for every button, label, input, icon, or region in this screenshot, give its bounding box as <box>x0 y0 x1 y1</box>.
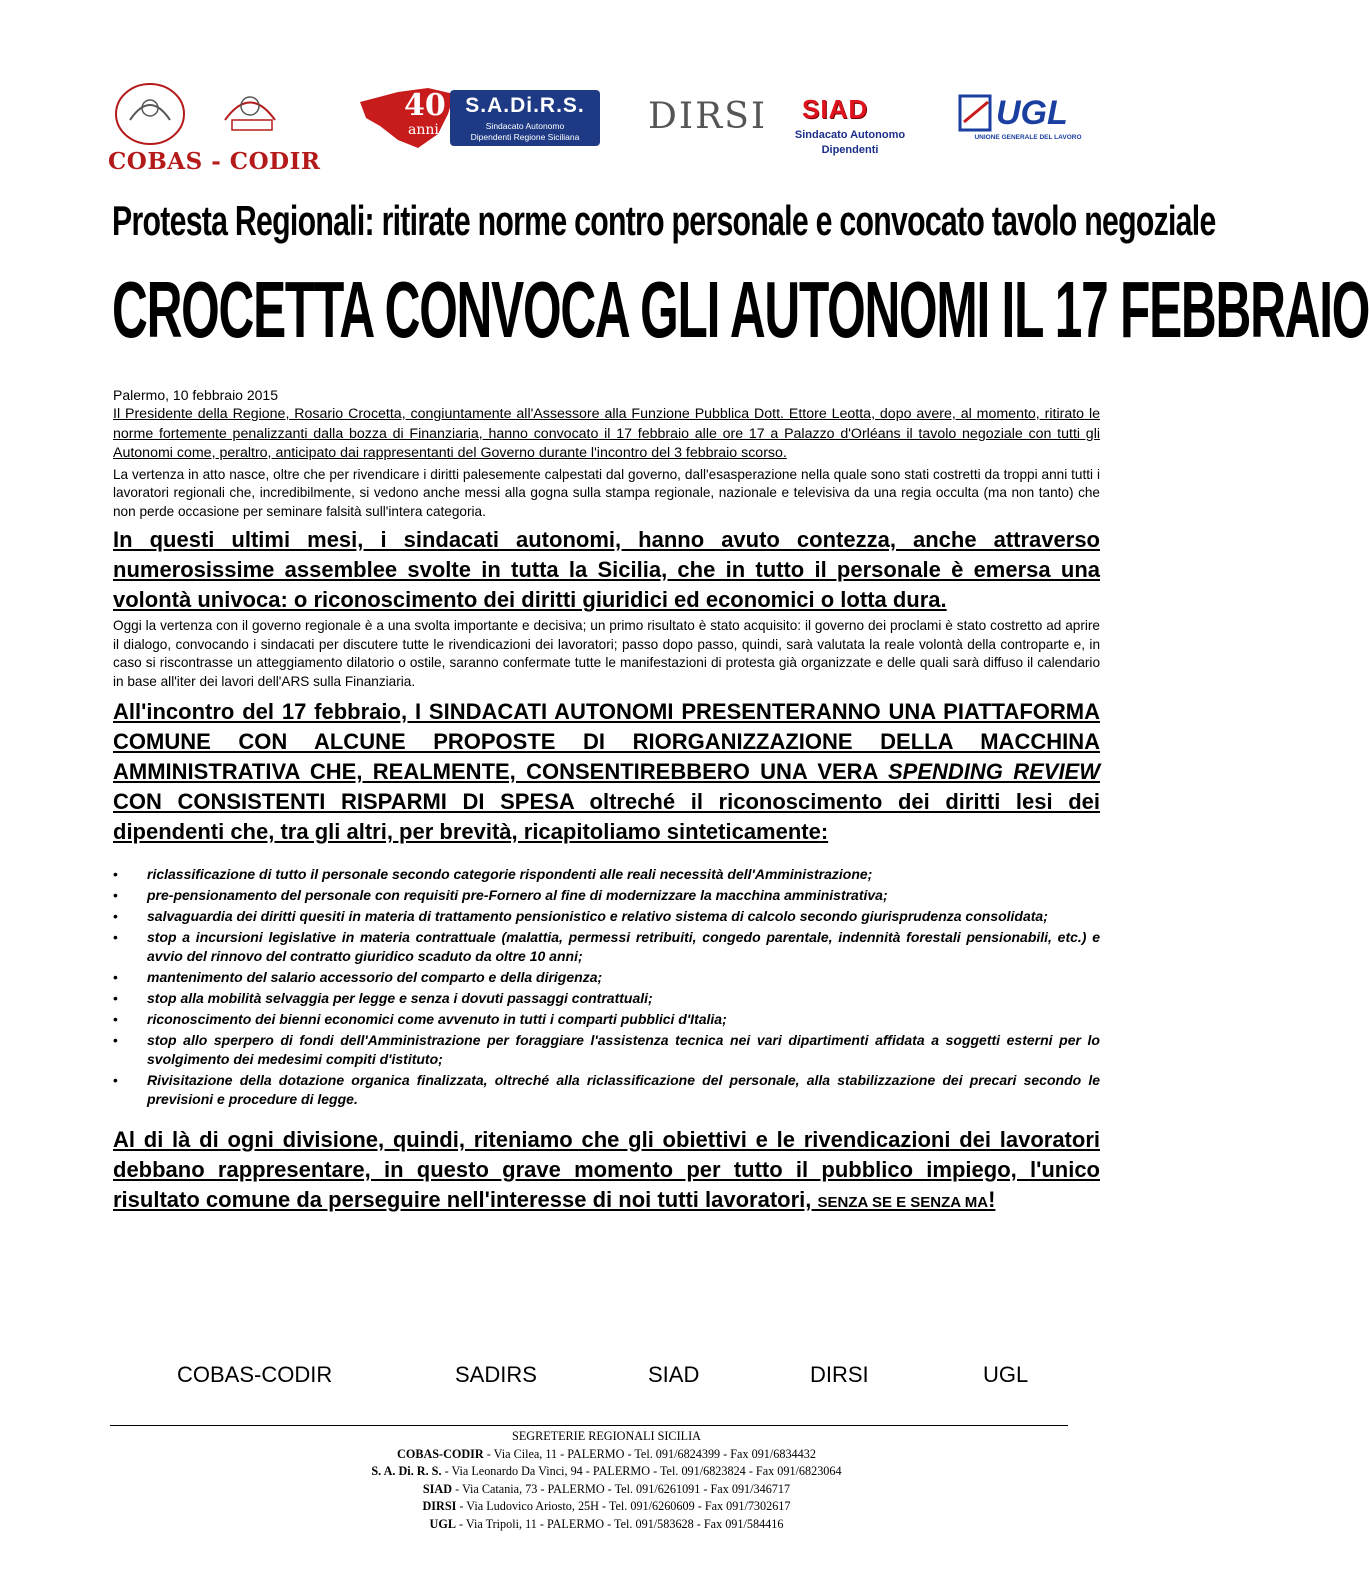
sadirs-title: S.A.Di.R.S. <box>465 94 585 117</box>
sadirs-40-label: 40 <box>404 88 446 123</box>
signature-ugl: UGL <box>983 1362 1029 1387</box>
bullet-icon: • <box>113 1011 118 1027</box>
conclusion-caps: SENZA SE E SENZA MA <box>817 1194 989 1211</box>
ugl-subtitle: UNIONE GENERALE DEL LAVORO <box>974 134 1082 141</box>
siad-subtitle <box>790 128 910 158</box>
ugl-logo <box>958 90 1098 150</box>
siad-logo <box>790 88 910 160</box>
paragraph-conclusion <box>113 1125 1100 1218</box>
sadirs-subtitle <box>450 121 600 143</box>
footer-org-name: UGL <box>429 1516 456 1531</box>
footer-line <box>113 1498 1100 1516</box>
list-item-text: stop alla mobilità selvaggia per legge e senza i dovuti passaggi contrattuali; <box>147 990 653 1006</box>
footer-org-contacts: - Via Catania, 73 - PALERMO - Tel. 091/6261091 - Fax 091/346717 <box>452 1481 791 1496</box>
piattaforma-text-1: All'incontro del 17 febbraio, I SINDACATI AUTONOMI PRESENTERANNO UNA PIATTAFORMA COMUNE CON ALCUNE PROPOSTE DI RIORGANIZZAZIONE DELLA MACCHINA AMMINISTRATIVA CHE, REALMENTE, CONSENTIREBBERO UNA VERA <box>113 699 1100 784</box>
headline-secondary: Protesta Regionali: ritirate norme contro personale e convocato tavolo negoziale <box>112 197 1216 244</box>
bullet-icon: • <box>113 990 118 1006</box>
spending-review-text: SPENDING REVIEW <box>887 759 1100 784</box>
list-item-text: salvaguardia dei diritti quesiti in materia di trattamento pensionistico e relativo sistema di calcolo secondo giurisprudenza consolidata; <box>147 908 1048 924</box>
signature-dirsi: DIRSI <box>810 1362 869 1387</box>
demands-list <box>113 865 1100 1109</box>
list-item-text: stop allo sperpero di fondi dell'Amministrazione per foraggiare l'assistenza tecnica nei vari dipartimenti affidata a soggetti esterni per lo svolgimento dei medesimi compiti d'istituto; <box>147 1032 1100 1067</box>
footer-org-name: DIRSI <box>422 1499 457 1513</box>
bullet-icon: • <box>113 887 118 903</box>
cobas-codir-logo-text: COBAS - CODIR <box>108 148 321 175</box>
footer-divider <box>110 1425 1068 1426</box>
footer-line <box>113 1481 1100 1499</box>
list-item-text: stop a incursioni legislative in materia contrattuale (malattia, permessi retribuiti, congedo parentale, indennità forestali pensionabili, etc.) e avvio del rinnovo del contratto giuridico scaduto da oltre 10 anni; <box>147 929 1100 964</box>
list-item-text: riclassificazione di tutto il personale secondo categorie rispondenti alle reali necessità dell'Amministrazione; <box>147 866 873 882</box>
cobas-emblem-icon <box>100 80 320 148</box>
paragraph-intro: Il Presidente della Regione, Rosario Crocetta, congiuntamente all'Assessore alla Funzione Pubblica Dott. Ettore Leotta, dopo avere, al momento, ritirato le norme fortemente penalizzanti dalla bozza di Finanziaria, hanno convocato il 17 febbraio alle ore 17 a Palazzo d'Orléans il tavolo negoziale con tutti gli Autonomi come, peraltro, anticipato dai rappresentanti del Governo durante l'incontro del 3 febbraio scorso. <box>113 406 1100 461</box>
list-item <box>113 989 1100 1008</box>
bullet-icon: • <box>113 969 118 985</box>
siad-sub-line2: Dipendenti <box>821 144 879 156</box>
paragraph-governo: Oggi la vertenza con il governo regionale è a una svolta importante e decisiva; un primo risultato è stato acquisito: il governo dei proclami è stato costretto ad aprire il dialogo, convocando i sindacati per discutere tutte le rivendicazioni dei lavoratori; passo dopo passo, quindi, sarà valutata la reale volontà della controparte e, in caso si riscontrasse un atteggiamento dilatorio o ostile, saranno confermate tutte le manifestazioni di protesta già organizzate e delle quali sarà diffuso il calendario in base all'iter dei lavori dell'ARS sulla Finanziaria. <box>113 618 1100 689</box>
piattaforma-text-2: CON CONSISTENTI RISPARMI DI SPESA <box>113 789 590 814</box>
bullet-icon: • <box>113 866 118 882</box>
siad-logo-text: SIAD <box>802 94 869 124</box>
list-item <box>113 1071 1100 1109</box>
cobas-codir-logo <box>100 80 320 178</box>
conclusion-text: Al di là di ogni divisione, quindi, riteniamo che gli obiettivi e le rivendicazioni dei lavoratori debbano rappresentare, in questo grave momento per tutto il pubblico impiego, l'unico risultato comune da perseguire nell'interesse di noi tutti lavoratori, <box>113 1127 1100 1212</box>
sadirs-logo <box>358 84 608 154</box>
list-item-text: riconoscimento dei bienni economici come avvenuto in tutti i comparti pubblici d'Italia; <box>147 1011 727 1027</box>
piattaforma-colon: : <box>820 819 829 844</box>
footer-org-contacts: - Via Tripoli, 11 - PALERMO - Tel. 091/583628 - Fax 091/584416 <box>455 1516 784 1531</box>
list-item-text: mantenimento del salario accessorio del comparto e della dirigenza; <box>147 969 603 985</box>
dirsi-logo-text: DIRSI <box>648 96 768 137</box>
siad-sub-line1: Sindacato Autonomo <box>794 129 906 141</box>
footer-org-contacts: - Via Ludovico Ariosto, 25H - Tel. 091/6260609 - Fax 091/7302617 <box>456 1499 791 1513</box>
list-item <box>113 968 1100 987</box>
footer-org-contacts: - Via Cilea, 11 - PALERMO - Tel. 091/6824399 - Fax 091/6834432 <box>483 1446 816 1461</box>
piattaforma-text-3: oltreché il riconoscimento dei diritti lesi dei dipendenti che, tra gli altri, per brevità, ricapitoliamo sinteticamente <box>113 789 1101 844</box>
ugl-logo-text: UGL <box>996 94 1068 132</box>
bullet-icon: • <box>113 908 118 924</box>
paragraph-vertenza: La vertenza in atto nasce, oltre che per rivendicare i diritti palesemente calpestati dal governo, dall'esasperazione nella quale sono stati costretti da troppi anni tutti i lavoratori regionali che, incredibilmente, si vedono anche messi alla gogna sulla stampa regionale, nazionale e televisiva da una regia occulta (ma non tanto) che non perde occasione per seminare falsità sull'intera categoria. <box>113 466 1100 519</box>
paragraph-piattaforma <box>113 697 1100 847</box>
sadirs-sub-line2: Dipendenti Regione Siciliana <box>470 132 580 142</box>
ugl-emblem-icon <box>958 94 994 134</box>
footer-org-name: S. A. Di. R. S. <box>371 1464 442 1478</box>
list-item <box>113 907 1100 926</box>
footer-line <box>113 1463 1100 1481</box>
signatures-row <box>113 1362 1100 1392</box>
bullet-icon: • <box>113 1032 118 1048</box>
list-item <box>113 1010 1100 1029</box>
footer-title: SEGRETERIE REGIONALI SICILIA <box>512 1429 701 1443</box>
footer-org-name: SIAD <box>422 1481 453 1496</box>
bullet-icon: • <box>113 1072 118 1088</box>
footer-org-contacts: - Via Leonardo Da Vinci, 94 - PALERMO - Tel. 091/6823824 - Fax 091/6823064 <box>441 1464 842 1478</box>
dateline: Palermo, 10 febbraio 2015 <box>113 387 278 403</box>
paragraph-highlight-assemblee: In questi ultimi mesi, i sindacati autonomi, hanno avuto contezza, anche attraverso numerosissime assemblee svolte in tutta la Sicilia, che in tutto il personale è emersa una volontà univoca: o riconoscimento dei diritti giuridici ed economici o lotta dura. <box>113 527 1100 612</box>
footer-line <box>113 1516 1100 1534</box>
logos-row <box>100 78 1110 178</box>
list-item <box>113 865 1100 884</box>
sadirs-anni-label: anni <box>408 122 439 138</box>
headline-main: CROCETTA CONVOCA GLI AUTONOMI IL 17 FEBBRAIO <box>112 265 1369 354</box>
signature-siad: SIAD <box>648 1362 700 1387</box>
list-item <box>113 928 1100 966</box>
list-item <box>113 886 1100 905</box>
list-item-text: pre-pensionamento del personale con requisiti pre-Fornero al fine di modernizzare la macchina amministrativa; <box>147 887 888 903</box>
footer-line <box>113 1446 1100 1464</box>
dirsi-logo <box>648 90 768 156</box>
signature-cobas-codir: COBAS-CODIR <box>177 1362 333 1387</box>
list-item-text: Rivisitazione della dotazione organica finalizzata, oltreché alla riclassificazione del personale, alla stabilizzazione dei precari secondo le previsioni e procedure di legge. <box>147 1072 1100 1107</box>
article-body <box>113 386 1100 1218</box>
signature-sadirs: SADIRS <box>455 1362 537 1387</box>
conclusion-exclamation: ! <box>988 1187 996 1212</box>
footer-contacts <box>113 1428 1100 1533</box>
footer-org-name: COBAS-CODIR <box>397 1446 484 1461</box>
bullet-icon: • <box>113 929 118 945</box>
sadirs-badge <box>450 90 600 146</box>
sadirs-sub-line1: Sindacato Autonomo <box>485 121 565 131</box>
list-item <box>113 1031 1100 1069</box>
